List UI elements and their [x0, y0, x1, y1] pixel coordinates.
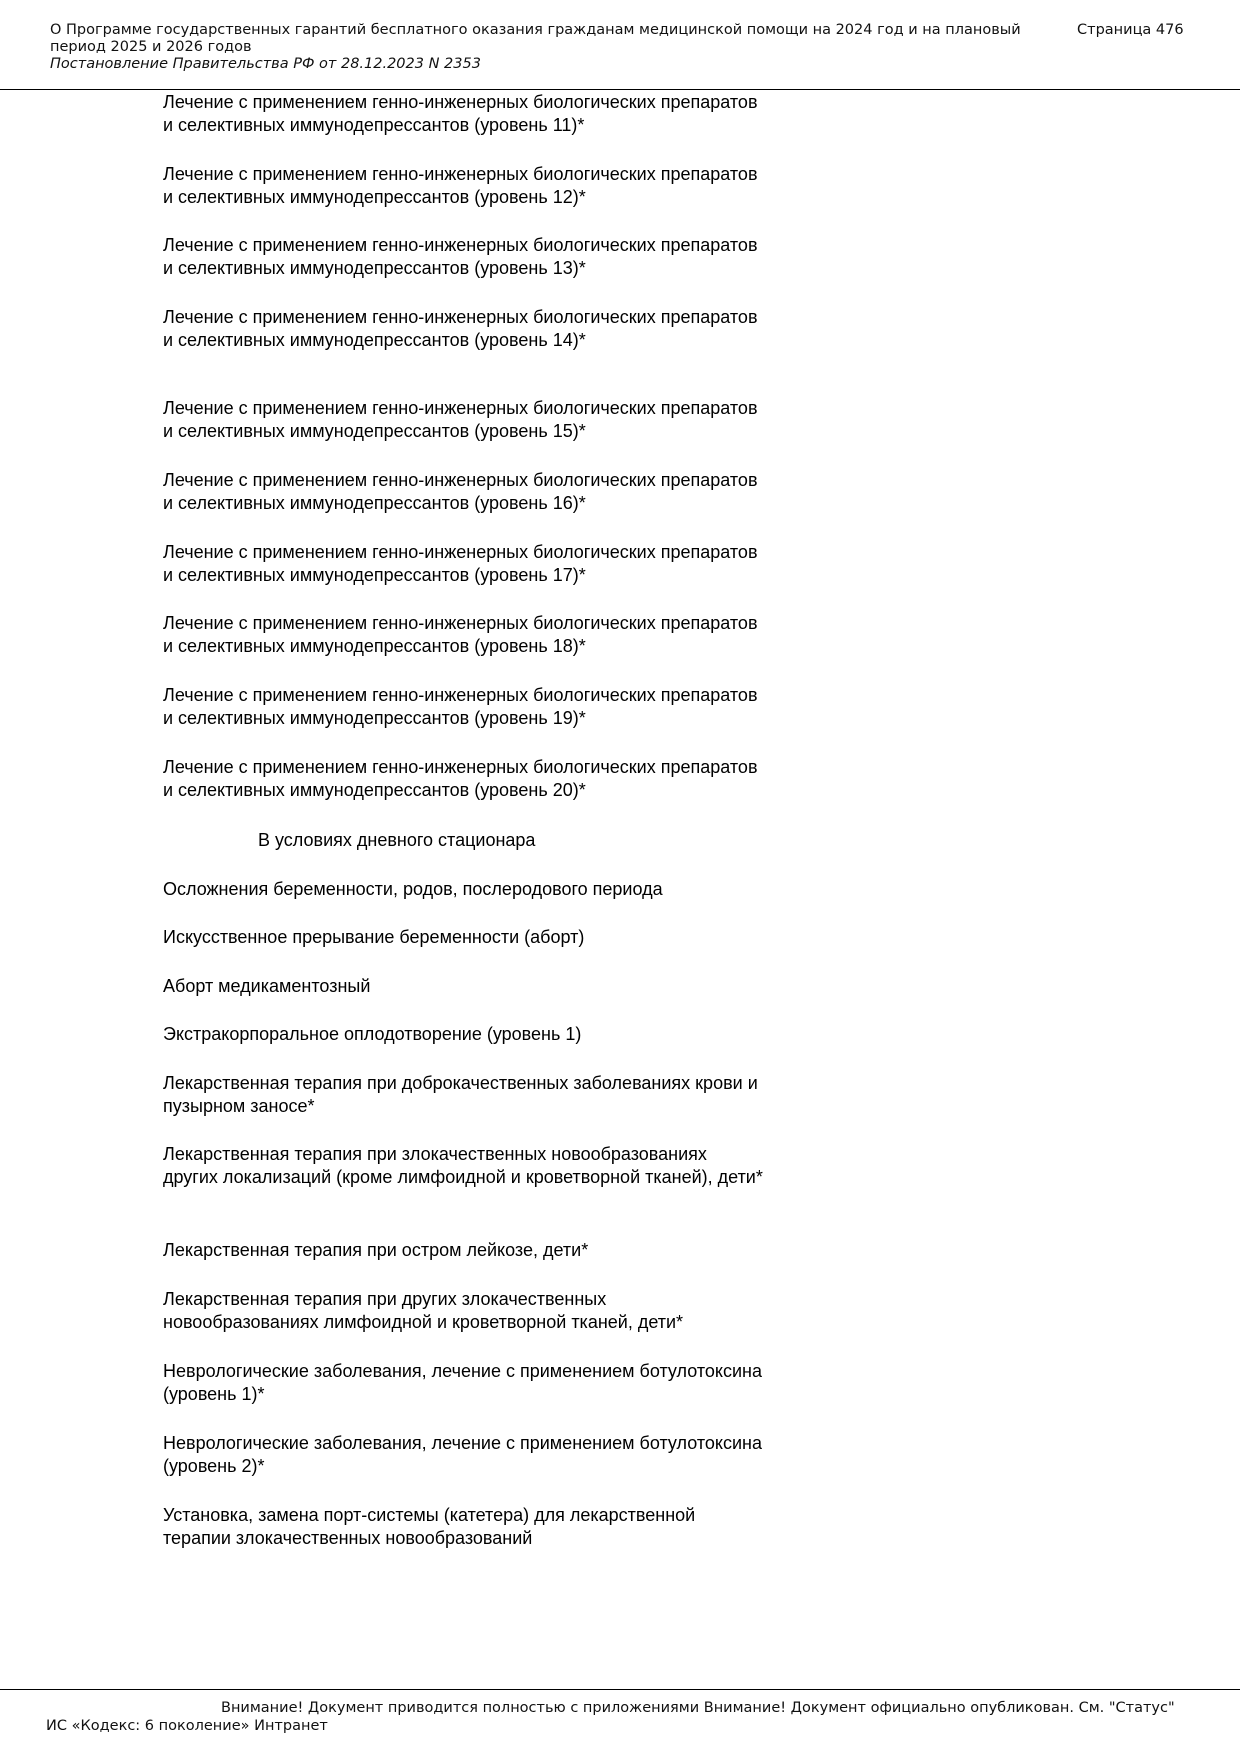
document-title: О Программе государственных гарантий бесплатного оказания гражданам медицинской помощи на 2024 год и на плановый период 2025 и 2026 годов [50, 22, 1021, 55]
footer-divider [0, 1689, 1240, 1690]
item-name: Лечение с применением генно-инженерных биологических препаратов и селективных иммунодепрессантов (уровень 13)* [163, 235, 758, 278]
item-name: Лекарственная терапия при других злокачественных новообразованиях лимфоидной и кроветворной тканей, дети* [163, 1289, 684, 1332]
header-divider [0, 89, 1240, 90]
item-name: Лекарственная терапия при остром лейкозе, дети* [163, 1240, 589, 1260]
item-name: Лечение с применением генно-инженерных биологических препаратов и селективных иммунодепрессантов (уровень 18)* [163, 613, 758, 656]
item-name: Искусственное прерывание беременности (аборт) [163, 927, 585, 947]
item-name: Лекарственная терапия при злокачественных новообразованиях других локализаций (кроме лимфоидной и кроветворной тканей), дети* [163, 1144, 763, 1187]
item-name: Осложнения беременности, родов, послеродового периода [163, 879, 663, 899]
item-name: Лечение с применением генно-инженерных биологических препаратов и селективных иммунодепрессантов (уровень 14)* [163, 307, 758, 350]
item-name: Лекарственная терапия при доброкачественных заболеваниях крови и пузырном заносе* [163, 1073, 758, 1116]
item-name: Неврологические заболевания, лечение с применением ботулотоксина (уровень 1)* [163, 1361, 762, 1404]
item-name: Лечение с применением генно-инженерных биологических препаратов и селективных иммунодепрессантов (уровень 11)* [163, 92, 758, 135]
item-name: Лечение с применением генно-инженерных биологических препаратов и селективных иммунодепрессантов (уровень 19)* [163, 685, 758, 728]
document-subtitle: Постановление Правительства РФ от 28.12.2023 N 2353 [50, 56, 481, 72]
footer-notice: Внимание! Документ приводится полностью с приложениями Внимание! Документ официально опубликован. См. "Статус" [221, 1700, 1175, 1716]
item-name: Лечение с применением генно-инженерных биологических препаратов и селективных иммунодепрессантов (уровень 16)* [163, 470, 758, 513]
item-name: Лечение с применением генно-инженерных биологических препаратов и селективных иммунодепрессантов (уровень 17)* [163, 542, 758, 585]
section-heading: В условиях дневного стационара [258, 830, 536, 850]
page-number: Страница 476 [1077, 22, 1184, 38]
item-name: Неврологические заболевания, лечение с применением ботулотоксина (уровень 2)* [163, 1433, 762, 1476]
document-header [50, 22, 1240, 73]
item-name: Аборт медикаментозный [163, 976, 371, 996]
item-name: Лечение с применением генно-инженерных биологических препаратов и селективных иммунодепрессантов (уровень 20)* [163, 757, 758, 800]
item-name: Установка, замена порт-системы (катетера) для лекарственной терапии злокачественных новообразований [163, 1505, 696, 1548]
footer-system-name: ИС «Кодекс: 6 поколение» Интранет [46, 1718, 328, 1734]
item-name: Лечение с применением генно-инженерных биологических препаратов и селективных иммунодепрессантов (уровень 12)* [163, 164, 758, 207]
item-name: Экстракорпоральное оплодотворение (уровень 1) [163, 1024, 582, 1044]
item-name: Лечение с применением генно-инженерных биологических препаратов и селективных иммунодепрессантов (уровень 15)* [163, 398, 758, 441]
